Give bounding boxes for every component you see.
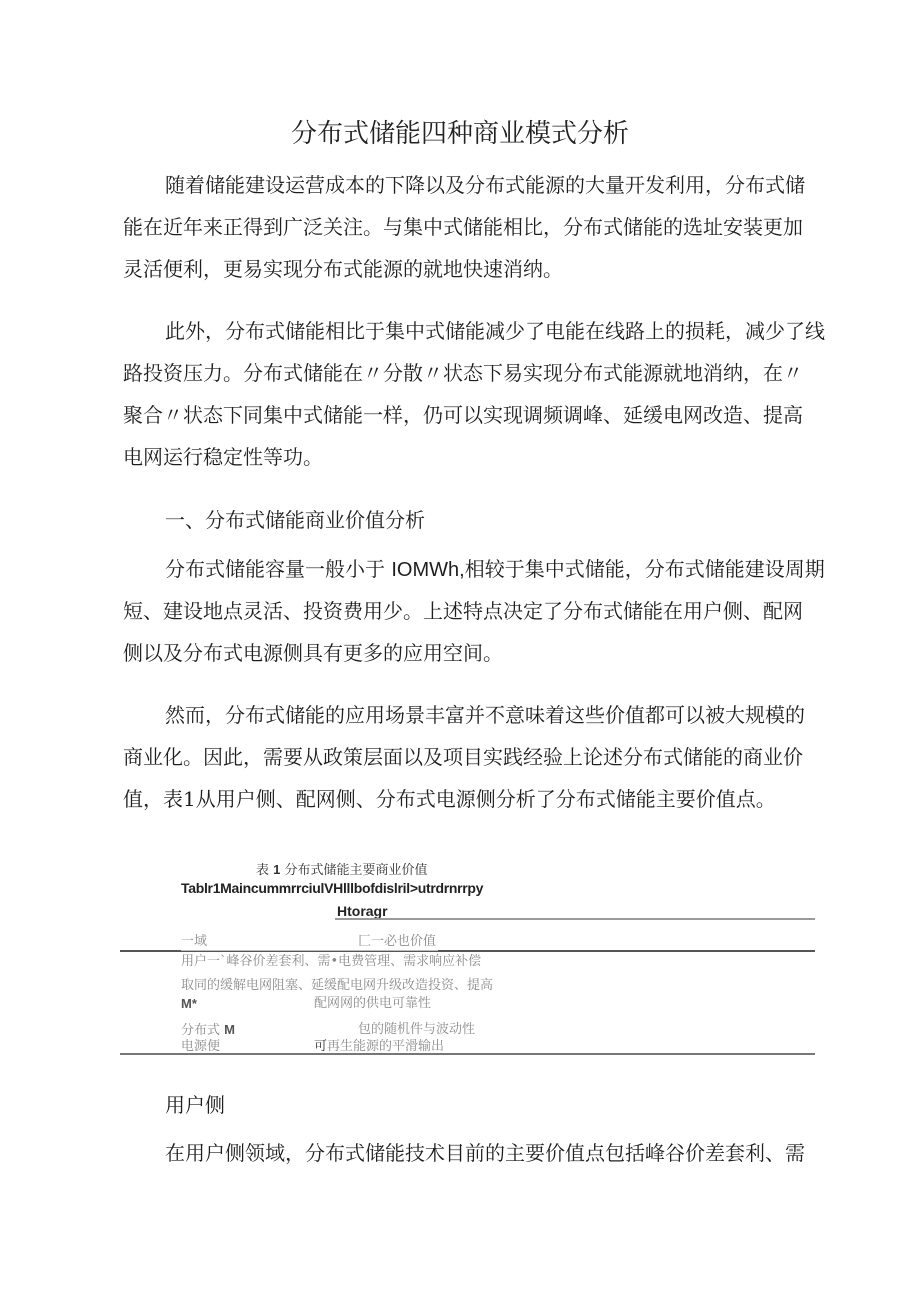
- table-row-dg-side-line2: [314, 1039, 444, 1055]
- table-cell-text: 再生能源的平滑输出: [327, 1039, 445, 1054]
- table-caption-en: Tablr1MaincummrrciulVHlllbofdislril>utrdrnrrpy: [181, 880, 484, 896]
- table-row-user-side: 用户一`峰谷价差套利、需•电费管理、需求响应补偿: [181, 954, 482, 969]
- page-title: 分布式储能四种商业模式分析: [290, 119, 629, 149]
- table-header-domain: 一域: [181, 934, 361, 951]
- paragraph-line: 电网运行稳定性等功。: [123, 445, 323, 469]
- table-caption-number: 1: [273, 862, 281, 877]
- paragraph-capacity: [123, 548, 825, 674]
- paragraph-line: 短、建设地点灵活、投资费用少。上述特点决定了分布式储能在用户侧、配网: [123, 599, 803, 623]
- capacity-value: IOMWh,: [391, 559, 465, 581]
- table-row-grid-side-line2: 配网网的供电可靠性: [314, 996, 432, 1011]
- paragraph-line: 然而，分布式储能的应用场景丰富并不意味着这些价值都可以被大规模的: [165, 703, 805, 727]
- paragraph-line: 商业化。因此，需要从政策层面以及项目实践经验上论述分布式储能的商业价: [123, 745, 803, 769]
- paragraph-line: 能在近年来正得到广泛关注。与集中式储能相比，分布式储能的选址安装更加: [123, 215, 803, 239]
- paragraph-advantages: [123, 310, 825, 478]
- paragraph-user-side: [123, 1132, 813, 1174]
- paragraph-commercialization: [123, 694, 813, 820]
- paragraph-line: 随着储能建设运营成本的下降以及分布式能源的大量开发利用，分布式储: [165, 173, 805, 197]
- paragraph-line-part: 相较于集中式储能，分布式储能建设周期: [464, 557, 825, 581]
- paragraph-line: 侧以及分布式电源侧具有更多的应用空间。: [123, 641, 503, 665]
- paragraph-line: 灵活便利，更易实现分布式能源的就地快速消纳。: [123, 257, 563, 281]
- section-heading: 一、分布式储能商业价值分析: [165, 508, 425, 532]
- table-header-value: 匚一必也价值: [358, 934, 437, 949]
- table-row-dg-side-label: [181, 1022, 235, 1039]
- table-bottom-rule: [120, 1053, 815, 1055]
- paragraph-line: 在用户侧领域，分布式储能技术目前的主要价值点包括峰谷价差套利、需: [165, 1141, 805, 1165]
- paragraph-line: 聚合〃状态下同集中式储能一样，仍可以实现调频调峰、延缓电网改造、提高: [123, 403, 803, 427]
- paragraph-line: 此外，分布式储能相比于集中式储能减少了电能在线路上的损耗，减少了线: [165, 319, 825, 343]
- paragraph-intro: [123, 164, 813, 290]
- table-caption-prefix: 表: [256, 863, 270, 878]
- table-cell-text: 分布式: [181, 1023, 221, 1038]
- table-cell-text: 可: [314, 1039, 328, 1054]
- table-cell-text: M*: [181, 996, 197, 1011]
- table-row-grid-side-line1: 取同的缓解电网阻塞、延缓配电网升级改造投资、提高: [181, 978, 494, 993]
- table-top-rule: [335, 918, 815, 920]
- table-row-grid-side-label: [181, 996, 197, 1013]
- table-caption-cn: [256, 859, 428, 878]
- table-caption-text: 分布式储能主要商业价值: [284, 863, 428, 878]
- paragraph-line-part: 分布式储能容量一般小于: [165, 557, 385, 581]
- table-row-dg-side-label2: 电源便: [181, 1039, 221, 1054]
- table-caption-en-line2: Htoragr: [337, 903, 388, 919]
- subsection-heading: 用户侧: [165, 1093, 225, 1117]
- table-cell-text: M: [224, 1022, 235, 1037]
- paragraph-line: [123, 548, 825, 590]
- table-row-dg-side-line1: 包的随机件与波动性: [358, 1022, 476, 1037]
- paragraph-line: 路投资压力。分布式储能在〃分散〃状态下易实现分布式能源就地消纳，在〃: [123, 361, 803, 385]
- paragraph-line: 值，表1从用户侧、配网侧、分布式电源侧分析了分布式储能主要价值点。: [123, 787, 776, 811]
